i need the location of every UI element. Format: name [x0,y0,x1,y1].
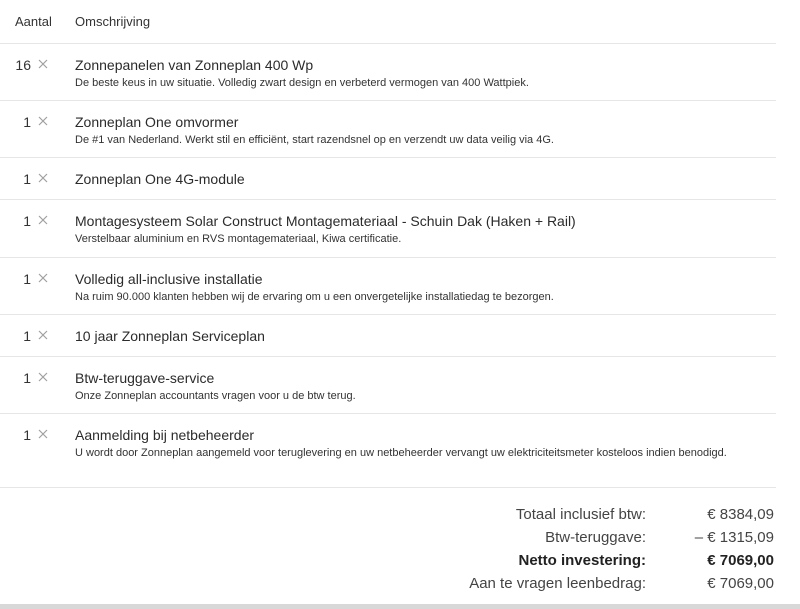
loan-amount-label: Aan te vragen leenbedrag: [469,575,646,592]
table-row [0,315,776,357]
item-quantity: 1 [23,328,31,344]
item-title: 10 jaar Zonneplan Serviceplan [75,328,265,344]
item-title: Montagesysteem Solar Construct Montagemateriaal - Schuin Dak (Haken + Rail) [75,213,576,229]
times-icon [38,370,48,384]
loan-amount-value: € 7069,00 [707,575,774,592]
item-quantity: 16 [15,57,31,73]
net-investment-value: € 7069,00 [707,552,774,569]
item-title: Zonneplan One 4G-module [75,171,245,187]
bottom-divider [0,604,800,609]
times-icon [38,171,48,185]
table-row [0,258,776,315]
total-incl-vat-label: Totaal inclusief btw: [515,506,646,523]
vat-refund-label: Btw-teruggave: [545,529,646,546]
total-incl-vat-value: € 8384,09 [707,506,774,523]
item-quantity: 1 [23,271,31,287]
times-icon [38,328,48,342]
times-icon [38,271,48,285]
item-title: Btw-teruggave-service [75,370,215,386]
times-icon [38,427,48,441]
item-title: Aanmelding bij netbeheerder [75,427,255,443]
table-row [0,357,776,414]
item-description: Verstelbaar aluminium en RVS montagemateriaal, Kiwa certificatie. [75,233,402,245]
item-quantity: 1 [23,213,31,229]
item-quantity: 1 [23,171,31,187]
item-title: Zonnepanelen van Zonneplan 400 Wp [75,57,314,73]
description-column-header: Omschrijving [75,14,151,29]
loan-amount-row [354,573,774,596]
item-quantity: 1 [23,427,31,443]
item-description: Onze Zonneplan accountants vragen voor u de btw terug. [75,390,356,402]
table-row [0,44,776,101]
table-row [0,158,776,200]
table-row [0,101,776,158]
item-description: Na ruim 90.000 klanten hebben wij de ervaring om u een onvergetelijke installatiedag te bezorgen. [75,291,554,303]
total-incl-vat-row [354,504,774,527]
item-description: U wordt door Zonneplan aangemeld voor teruglevering en uw netbeheerder vervangt uw elektriciteitsmeter kosteloos indien benodigd. [75,447,727,459]
net-investment-label: Netto investering: [518,552,646,569]
item-description: De #1 van Nederland. Werkt stil en efficiënt, start razendsnel op en verzendt uw data veilig via 4G. [75,134,554,146]
totals-summary [354,504,774,596]
table-header [0,0,776,44]
times-icon [38,114,48,128]
table-row [0,414,776,488]
item-title: Volledig all-inclusive installatie [75,271,263,287]
item-list [0,44,776,488]
table-row [0,200,776,258]
net-investment-row [354,550,774,573]
item-quantity: 1 [23,114,31,130]
times-icon [38,57,48,71]
item-title: Zonneplan One omvormer [75,114,239,130]
item-quantity: 1 [23,370,31,386]
qty-column-header: Aantal [15,14,52,29]
vat-refund-row [354,527,774,550]
item-description: De beste keus in uw situatie. Volledig zwart design en verbeterd vermogen van 400 Wattpiek. [75,77,529,89]
times-icon [38,213,48,227]
vat-refund-value: – € 1315,09 [694,529,774,546]
